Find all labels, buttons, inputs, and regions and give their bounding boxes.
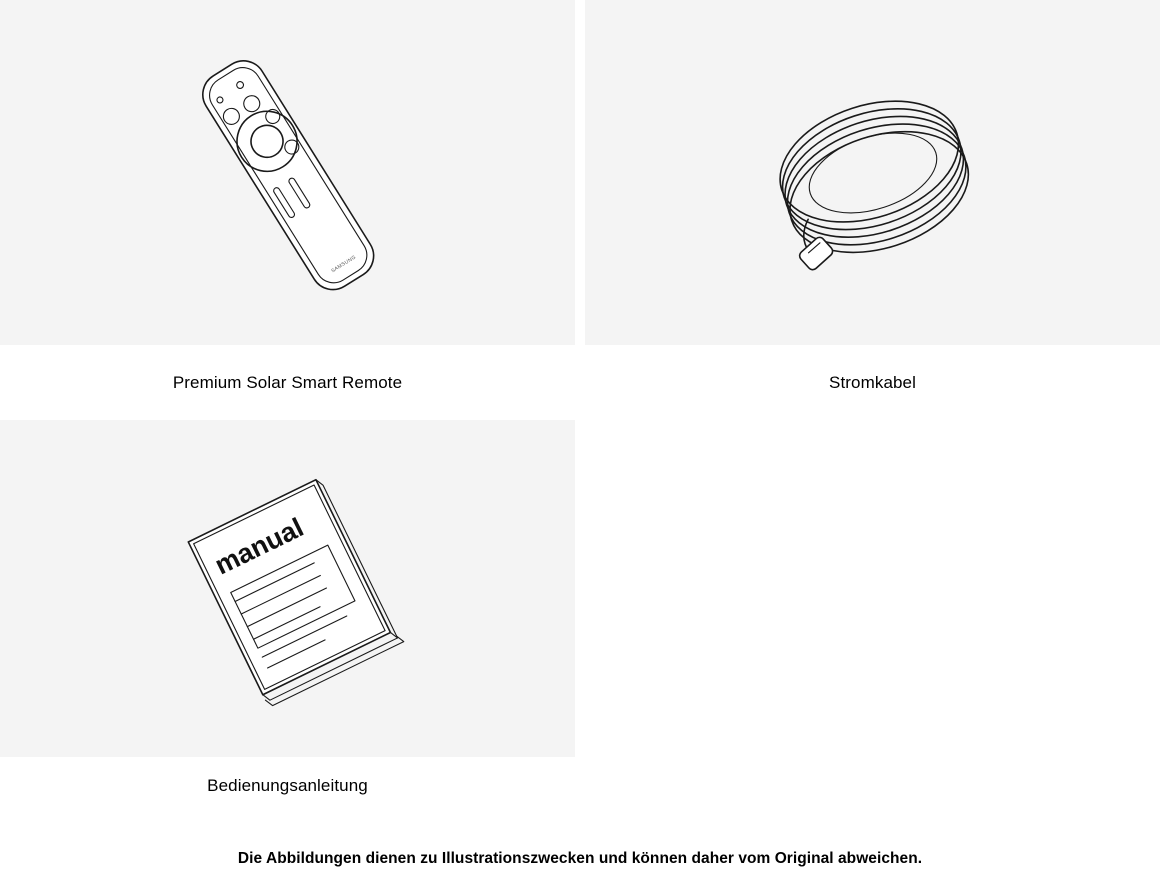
accessory-image-power-cable bbox=[585, 0, 1160, 345]
illustration-disclaimer: Die Abbildungen dienen zu Illustrationszwecken und können daher vom Original abweichen. bbox=[0, 828, 1160, 890]
manual-cover-text: manual bbox=[209, 511, 308, 581]
empty-cell bbox=[585, 420, 1160, 815]
accessory-label-manual: Bedienungsanleitung bbox=[207, 776, 368, 795]
user-manual-booklet-icon bbox=[123, 449, 453, 729]
accessory-cell-manual bbox=[0, 420, 575, 815]
coiled-power-cable-icon bbox=[713, 43, 1033, 303]
accessory-image-remote bbox=[0, 0, 575, 345]
accessory-image-manual bbox=[0, 420, 575, 757]
tv-remote-control-icon bbox=[108, 23, 468, 323]
accessory-label-remote: Premium Solar Smart Remote bbox=[172, 372, 403, 392]
accessory-label-power-cable: Stromkabel bbox=[829, 372, 916, 392]
accessory-cell-power-cable bbox=[585, 0, 1160, 420]
accessory-cell-remote bbox=[0, 0, 575, 420]
device-brand-label: SAMSUNG bbox=[329, 253, 357, 274]
grid-gutter bbox=[575, 420, 585, 815]
grid-gutter bbox=[575, 0, 585, 420]
